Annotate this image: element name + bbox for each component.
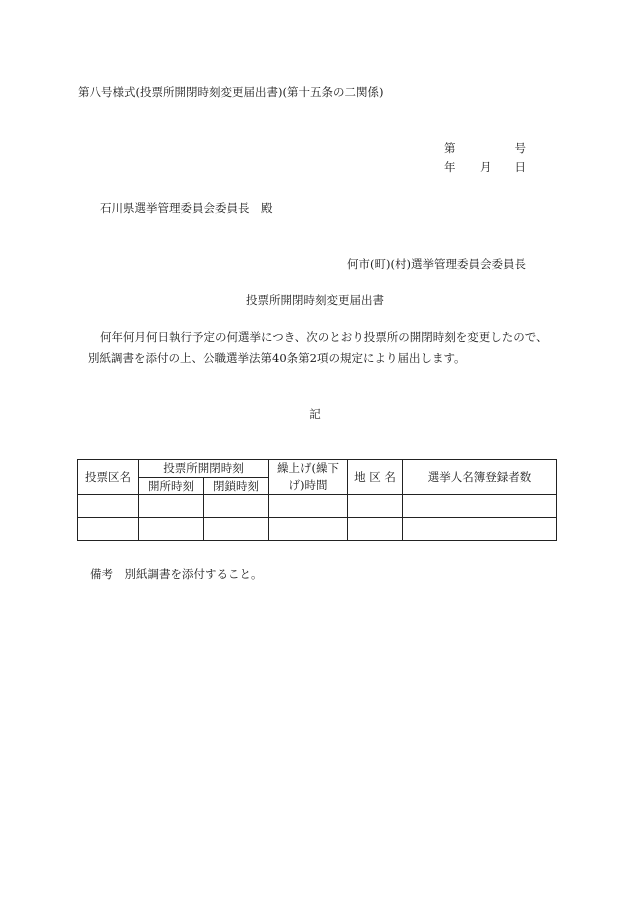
table-cell[interactable] [139,495,204,518]
header-close: 閉鎖時刻 [204,477,269,495]
sender: 何市(町)(村)選挙管理委員会委員長 [347,257,526,271]
table-cell[interactable] [348,495,403,518]
header-open: 開所時刻 [139,477,204,495]
body-line-1: 何年何月何日執行予定の何選挙につき、次のとおり投票所の開閉時刻を変更したので、 [100,330,548,344]
table-row [78,518,557,541]
number-suffix: 号 [514,141,526,155]
document-heading: 投票所開閉時刻変更届出書 [246,293,384,307]
header-district: 投票区名 [78,460,139,495]
table-cell[interactable] [204,518,269,541]
ki-heading: 記 [309,407,321,421]
table-cell[interactable] [269,518,348,541]
header-voters: 選挙人名簿登録者数 [403,460,557,495]
body-line-2: 別紙調書を添付の上、公職選挙法第40条第2項の規定により届出します。 [88,351,466,365]
table-cell[interactable] [78,495,139,518]
header-hours: 投票所開閉時刻 [139,460,269,478]
table-cell[interactable] [403,495,557,518]
body-text [88,327,548,369]
number-prefix: 第 [444,141,456,155]
table-row [78,495,557,518]
polling-hours-table [77,459,557,541]
date-day: 日 [514,160,526,174]
table-cell[interactable] [269,495,348,518]
remarks-note: 備考 別紙調書を添付すること。 [90,567,263,581]
table-cell[interactable] [348,518,403,541]
table-cell[interactable] [78,518,139,541]
addressee: 石川県選挙管理委員会委員長 殿 [100,201,273,215]
table-cell[interactable] [204,495,269,518]
table-cell[interactable] [403,518,557,541]
form-title: 第八号様式(投票所開閉時刻変更届出書)(第十五条の二関係) [78,85,384,99]
header-area: 地 区 名 [348,460,403,495]
table-cell[interactable] [139,518,204,541]
header-shift: 繰上げ(繰下げ)時間 [269,460,348,495]
date-month: 月 [480,160,492,174]
date-year: 年 [444,160,456,174]
